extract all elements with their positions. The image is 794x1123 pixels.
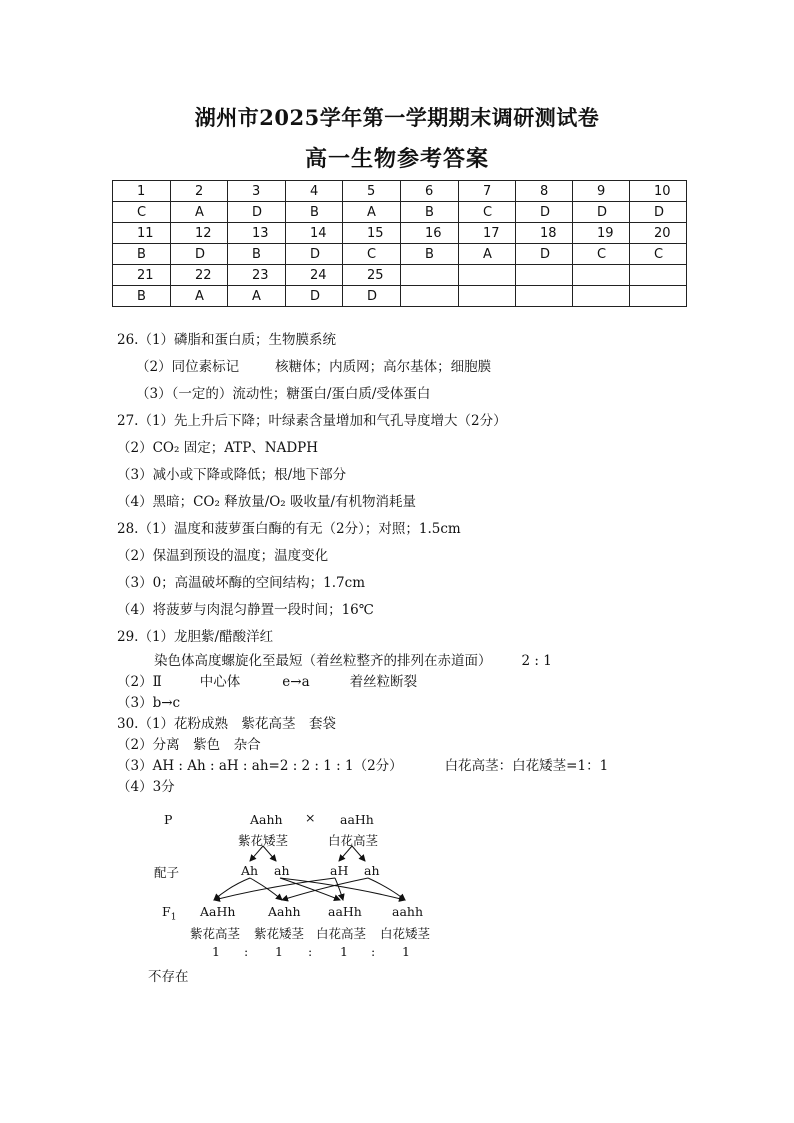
- answer-table-cell-text: 16: [425, 225, 442, 241]
- q26-line2-part2: 核糖体；内质网；高尔基体；细胞膜: [275, 359, 492, 375]
- q30-line1: 30.（1）花粉成熟 紫花高茎 套袋: [117, 716, 337, 732]
- answer-table-cell-text: 10: [654, 183, 671, 199]
- answer-table-cell: [113, 244, 171, 265]
- arrow-ah2-aahh: [368, 878, 405, 900]
- ratio-4: 1: [402, 944, 410, 959]
- answer-table-cell: [171, 202, 228, 223]
- answer-table-cell-text: 18: [540, 225, 557, 241]
- ratio-1: 1: [212, 944, 220, 959]
- answer-table-cell: [459, 181, 516, 202]
- answer-table-cell: [228, 202, 286, 223]
- answer-table-cell: [630, 265, 687, 286]
- answer-table-cell: [630, 286, 687, 307]
- q28-line3: （3）0；高温破坏酶的空间结构；1.7cm: [117, 575, 366, 591]
- answer-table-cell: [459, 286, 516, 307]
- answer-table-cell: [401, 244, 459, 265]
- f1-phenotype-3: 白花高茎: [316, 926, 367, 941]
- f1-label-letter: F: [162, 904, 171, 919]
- answer-table-cell-text: 12: [195, 225, 212, 241]
- answer-table-cell-text: D: [540, 246, 551, 262]
- answer-table-cell-text: C: [654, 246, 664, 262]
- q26-line1: 26.（1）磷脂和蛋白质；生物膜系统: [117, 332, 337, 348]
- answer-table-row: [113, 244, 687, 265]
- f1-label: [162, 904, 176, 923]
- q29-line1: 29.（1）龙胆紫/醋酸洋红: [117, 629, 274, 645]
- answer-table-cell: [401, 181, 459, 202]
- p-generation-label: P: [164, 812, 173, 827]
- answer-table-cell: [286, 244, 343, 265]
- answer-table-cell-text: B: [137, 246, 146, 262]
- answer-table-cell-text: 11: [137, 225, 154, 241]
- answer-table-cell: [516, 181, 573, 202]
- exam-subtitle: 高一生物参考答案: [304, 146, 489, 172]
- answer-table-cell-text: B: [425, 246, 434, 262]
- answer-table-cell-text: D: [310, 246, 321, 262]
- gamete-ah-2: ah: [364, 863, 380, 878]
- answer-table-cell-text: 19: [597, 225, 614, 241]
- arrow-ah1-aahh: [280, 878, 405, 900]
- answer-table-cell-text: 5: [367, 183, 376, 199]
- ratio-sep-1: :: [244, 944, 249, 959]
- answer-table-cell: [630, 181, 687, 202]
- answer-table-cell: [459, 223, 516, 244]
- answer-table-cell-text: D: [310, 288, 321, 304]
- answer-table-cell-text: A: [195, 204, 204, 220]
- ratio-2: 1: [275, 944, 283, 959]
- answer-table-cell: [516, 244, 573, 265]
- answer-table-cell: [573, 223, 630, 244]
- answer-table-cell: [401, 223, 459, 244]
- answer-table-cell-text: A: [483, 246, 492, 262]
- answer-table-cell: [573, 286, 630, 307]
- ratio-sep-3: :: [371, 944, 376, 959]
- q29-line3-part3: e→a: [282, 674, 310, 690]
- f1-genotype-3: aaHh: [328, 904, 362, 919]
- answer-table-row: [113, 286, 687, 307]
- cross-sign: ×: [305, 810, 316, 825]
- answer-table-cell-text: 22: [195, 267, 212, 283]
- genetic-cross-diagram: [150, 808, 450, 963]
- answer-table-cell-text: 13: [252, 225, 269, 241]
- answer-table-cell-text: 6: [425, 183, 434, 199]
- q29-line2-ratio: 2 : 1: [521, 653, 552, 669]
- answer-table-cell: [171, 181, 228, 202]
- q28-line4: （4）将菠萝与肉混匀静置一段时间；16℃: [117, 602, 374, 618]
- f1-phenotype-1: 紫花高茎: [190, 926, 241, 941]
- answer-table-cell: [343, 265, 401, 286]
- answer-table-cell: [573, 181, 630, 202]
- q30-line3: [117, 757, 608, 775]
- q27-line4: （4）黑暗；CO₂ 释放量/O₂ 吸收量/有机物消耗量: [117, 494, 417, 510]
- answer-table-cell-text: 3: [252, 183, 261, 199]
- q29-line3: [117, 673, 417, 691]
- answer-table-cell: [171, 286, 228, 307]
- answer-table-cell: [228, 286, 286, 307]
- footer-answer: 不存在: [148, 969, 189, 985]
- q29-line3-part4: 着丝粒断裂: [349, 674, 418, 690]
- answer-table-cell: [343, 286, 401, 307]
- answer-table-cell-text: 17: [483, 225, 500, 241]
- answer-table-cell: [630, 202, 687, 223]
- answer-table-cell: [343, 181, 401, 202]
- answer-table-cell: [171, 265, 228, 286]
- answer-table-row: [113, 202, 687, 223]
- answer-table-cell-text: 8: [540, 183, 549, 199]
- q30-line4: （4）3分: [117, 779, 175, 795]
- answer-table-cell-text: B: [137, 288, 146, 304]
- answer-table-cell: [343, 244, 401, 265]
- ratio-3: 1: [340, 944, 348, 959]
- arrow-aH-aaHh: [335, 878, 343, 900]
- q26-line2: [136, 358, 491, 376]
- f1-genotype-4: aahh: [392, 904, 424, 919]
- answer-table-cell-text: 2: [195, 183, 204, 199]
- answer-table-cell-text: C: [597, 246, 607, 262]
- answer-table-cell-text: 14: [310, 225, 327, 241]
- answer-table-cell: [459, 202, 516, 223]
- answer-table-cell-text: 20: [654, 225, 671, 241]
- q29-line3-part1: （2）Ⅱ: [117, 674, 162, 690]
- answer-table-cell-text: C: [367, 246, 377, 262]
- answer-table-cell: [573, 265, 630, 286]
- q28-line2: （2）保温到预设的温度；温度变化: [117, 548, 329, 564]
- answer-table-cell: [516, 265, 573, 286]
- answer-table-cell-text: 21: [137, 267, 154, 283]
- arrow-Ah-AaHh: [214, 878, 250, 900]
- q29-line2: [154, 652, 552, 670]
- answer-table-cell: [286, 265, 343, 286]
- gamete-ah-1: ah: [274, 863, 290, 878]
- answer-table-cell: [401, 202, 459, 223]
- answer-table-cell: [401, 265, 459, 286]
- answer-table-cell: [113, 286, 171, 307]
- answer-table-row: [113, 223, 687, 244]
- parent2-genotype: aaHh: [340, 812, 374, 827]
- answer-table-cell: [516, 223, 573, 244]
- q30-line2: （2）分离 紫色 杂合: [117, 737, 261, 753]
- answer-table-cell-text: D: [597, 204, 608, 220]
- answer-table-cell-text: 4: [310, 183, 319, 199]
- q27-line3: （3）减小或下降或降低；根/地下部分: [117, 467, 347, 483]
- answer-table-cell: [630, 244, 687, 265]
- answer-table-cell: [171, 223, 228, 244]
- answer-table-cell-text: D: [252, 204, 263, 220]
- f1-genotype-1: AaHh: [200, 904, 236, 919]
- answer-table-cell: [573, 202, 630, 223]
- answer-table-cell-text: B: [252, 246, 261, 262]
- answer-table-cell: [516, 286, 573, 307]
- answer-table-cell-text: A: [252, 288, 261, 304]
- answer-table: [112, 180, 687, 307]
- f1-phenotype-4: 白花矮茎: [380, 926, 431, 941]
- q26-line2-part1: （2）同位素标记: [136, 359, 240, 375]
- answer-table-cell: [459, 265, 516, 286]
- answer-table-cell: [228, 244, 286, 265]
- answer-table-cell: [343, 223, 401, 244]
- answer-table-cell: [228, 181, 286, 202]
- answer-table-cell: [228, 265, 286, 286]
- answer-table-cell-text: 1: [137, 183, 146, 199]
- answer-table-cell-text: 15: [367, 225, 384, 241]
- q30-line3-part1: （3）AH : Ah : aH : ah=2 : 2 : 1 : 1（2分）: [117, 758, 403, 774]
- answer-table-cell: [343, 202, 401, 223]
- q29-line4: （3）b→c: [117, 695, 181, 711]
- answer-table-cell-text: 23: [252, 267, 269, 283]
- f1-label-sub: 1: [170, 912, 177, 923]
- answer-table-cell-text: A: [367, 204, 376, 220]
- answer-table-cell: [228, 223, 286, 244]
- q28-line1: 28.（1）温度和菠萝蛋白酶的有无（2分）；对照；1.5cm: [117, 521, 461, 537]
- arrow-aH-AaHh: [214, 878, 335, 900]
- answer-table-cell: [401, 286, 459, 307]
- answer-table-cell: [286, 202, 343, 223]
- answer-table-cell-text: C: [483, 204, 493, 220]
- answer-table-cell-text: A: [195, 288, 204, 304]
- answer-table-cell-text: D: [367, 288, 378, 304]
- q30-line3-part2: 白花高茎：白花矮茎=1：1: [444, 758, 609, 774]
- f1-phenotype-2: 紫花矮茎: [254, 926, 305, 941]
- answer-table-row: [113, 181, 687, 202]
- answer-table-cell: [459, 244, 516, 265]
- f1-genotype-2: Aahh: [268, 904, 301, 919]
- answer-table-cell-text: D: [654, 204, 665, 220]
- answer-table-cell: [516, 202, 573, 223]
- answer-table-cell: [171, 244, 228, 265]
- answer-table-row: [113, 265, 687, 286]
- gamete-Ah: Ah: [241, 863, 259, 878]
- answer-table-cell-text: D: [540, 204, 551, 220]
- answer-table-cell-text: 7: [483, 183, 492, 199]
- q27-line1: 27.（1）先上升后下降；叶绿素含量增加和气孔导度增大（2分）: [117, 413, 507, 429]
- answer-table-cell: [286, 286, 343, 307]
- parent1-phenotype: 紫花矮茎: [238, 833, 289, 848]
- answer-table-cell: [113, 202, 171, 223]
- answer-table-cell-text: 24: [310, 267, 327, 283]
- answer-table-cell-text: B: [425, 204, 434, 220]
- answer-table-cell-text: B: [310, 204, 319, 220]
- parent2-phenotype: 白花高茎: [328, 833, 379, 848]
- q29-line2-part1: 染色体高度螺旋化至最短（着丝粒整齐的排列在赤道面）: [154, 653, 492, 669]
- answer-table-cell: [573, 244, 630, 265]
- answer-table-cell: [286, 223, 343, 244]
- gamete-label: 配子: [154, 865, 180, 880]
- answer-table-cell-text: 25: [367, 267, 384, 283]
- answer-table-cell: [113, 181, 171, 202]
- answer-table-cell-text: C: [137, 204, 147, 220]
- answer-table-cell: [286, 181, 343, 202]
- answer-table-cell-text: 9: [597, 183, 606, 199]
- ratio-sep-2: :: [308, 944, 313, 959]
- q26-line3: （3）（一定的）流动性；糖蛋白/蛋白质/受体蛋白: [136, 386, 431, 402]
- q29-line3-part2: 中心体: [199, 674, 241, 690]
- answer-table-cell: [113, 223, 171, 244]
- gamete-aH: aH: [330, 863, 349, 878]
- answer-table-cell-text: D: [195, 246, 206, 262]
- q27-line2: （2）CO₂ 固定；ATP、NADPH: [117, 440, 319, 456]
- answer-table-cell: [630, 223, 687, 244]
- exam-title: 湖州市2025学年第一学期期末调研测试卷: [194, 105, 600, 130]
- parent1-genotype: Aahh: [250, 812, 283, 827]
- answer-table-cell: [113, 265, 171, 286]
